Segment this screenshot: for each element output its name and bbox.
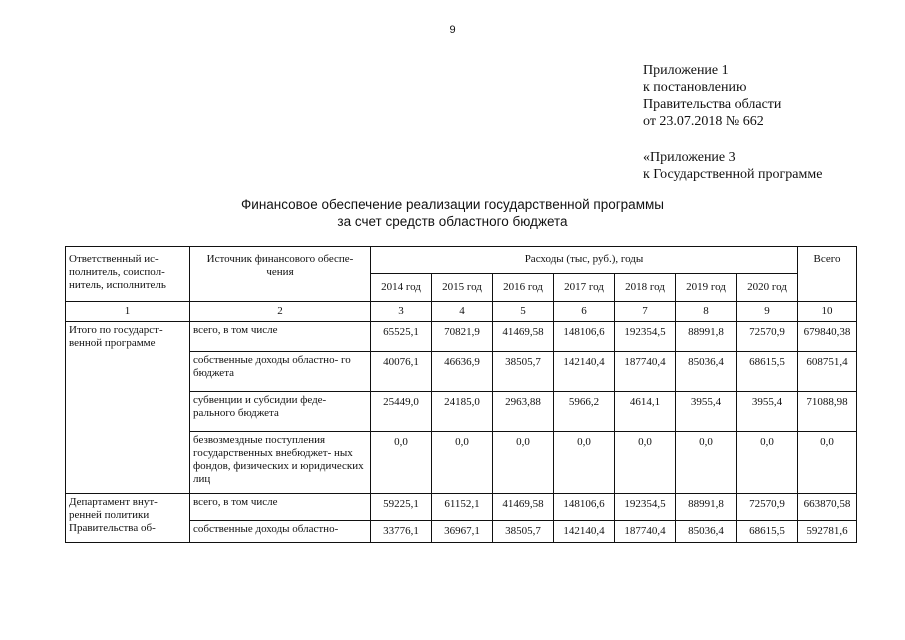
total-cell: 679840,38 xyxy=(798,322,857,352)
value-cell: 187740,4 xyxy=(615,352,676,392)
source-cell: субвенции и субсидии феде- рального бюджета xyxy=(190,392,371,432)
value-cell: 0,0 xyxy=(554,432,615,494)
header-row xyxy=(66,247,857,274)
appendix3-line: к Государственной программе xyxy=(643,167,823,182)
value-cell: 148106,6 xyxy=(554,322,615,352)
column-number: 4 xyxy=(432,302,493,322)
header-responsible: Ответственный ис- полнитель, соиспол- нитель, исполнитель xyxy=(66,247,190,302)
value-cell: 36967,1 xyxy=(432,521,493,543)
value-cell: 59225,1 xyxy=(371,494,432,521)
header-expenses: Расходы (тыс, руб.), годы xyxy=(371,247,798,274)
appendix-line: к постановлению xyxy=(643,80,747,95)
value-cell: 0,0 xyxy=(371,432,432,494)
value-cell: 70821,9 xyxy=(432,322,493,352)
value-cell: 38505,7 xyxy=(493,352,554,392)
table-row xyxy=(66,494,857,521)
source-cell: собственные доходы областно- го бюджета xyxy=(190,352,371,392)
value-cell: 148106,6 xyxy=(554,494,615,521)
table-row xyxy=(66,322,857,352)
year-header: 2017 год xyxy=(554,274,615,302)
total-cell: 0,0 xyxy=(798,432,857,494)
value-cell: 187740,4 xyxy=(615,521,676,543)
value-cell: 46636,9 xyxy=(432,352,493,392)
value-cell: 2963,88 xyxy=(493,392,554,432)
value-cell: 85036,4 xyxy=(676,521,737,543)
value-cell: 142140,4 xyxy=(554,521,615,543)
source-cell: безвозмездные поступления государственных внебюджет- ных фондов, физических и юридических лиц xyxy=(190,432,371,494)
total-cell: 592781,6 xyxy=(798,521,857,543)
value-cell: 65525,1 xyxy=(371,322,432,352)
value-cell: 3955,4 xyxy=(676,392,737,432)
table-body xyxy=(66,247,857,543)
source-cell: всего, в том числе xyxy=(190,322,371,352)
year-header: 2014 год xyxy=(371,274,432,302)
title-line: за счет средств областного бюджета xyxy=(337,214,568,229)
value-cell: 0,0 xyxy=(432,432,493,494)
value-cell: 0,0 xyxy=(615,432,676,494)
column-number: 9 xyxy=(737,302,798,322)
value-cell: 142140,4 xyxy=(554,352,615,392)
year-header: 2016 год xyxy=(493,274,554,302)
title-line: Финансовое обеспечение реализации государственной программы xyxy=(241,197,664,212)
value-cell: 5966,2 xyxy=(554,392,615,432)
value-cell: 41469,58 xyxy=(493,322,554,352)
value-cell: 0,0 xyxy=(493,432,554,494)
value-cell: 4614,1 xyxy=(615,392,676,432)
column-number: 2 xyxy=(190,302,371,322)
appendix-block xyxy=(643,62,781,130)
value-cell: 40076,1 xyxy=(371,352,432,392)
value-cell: 192354,5 xyxy=(615,494,676,521)
column-number: 8 xyxy=(676,302,737,322)
appendix-line: Правительства области xyxy=(643,97,782,112)
responsible-cell: Итого по государст- венной программе xyxy=(66,322,190,494)
column-number: 1 xyxy=(66,302,190,322)
header-total: Всего xyxy=(798,247,857,302)
year-header: 2015 год xyxy=(432,274,493,302)
page-number: 9 xyxy=(449,24,456,36)
source-cell: собственные доходы областно- xyxy=(190,521,371,543)
value-cell: 68615,5 xyxy=(737,521,798,543)
value-cell: 41469,58 xyxy=(493,494,554,521)
value-cell: 88991,8 xyxy=(676,494,737,521)
value-cell: 33776,1 xyxy=(371,521,432,543)
appendix-line: Приложение 1 xyxy=(643,63,729,78)
value-cell: 3955,4 xyxy=(737,392,798,432)
year-header: 2019 год xyxy=(676,274,737,302)
document-title xyxy=(0,196,905,230)
appendix-line: от 23.07.2018 № 662 xyxy=(643,114,764,129)
total-cell: 608751,4 xyxy=(798,352,857,392)
value-cell: 38505,7 xyxy=(493,521,554,543)
total-cell: 71088,98 xyxy=(798,392,857,432)
total-cell: 663870,58 xyxy=(798,494,857,521)
financing-table xyxy=(65,246,857,543)
year-header: 2018 год xyxy=(615,274,676,302)
value-cell: 72570,9 xyxy=(737,494,798,521)
value-cell: 88991,8 xyxy=(676,322,737,352)
column-number: 5 xyxy=(493,302,554,322)
value-cell: 24185,0 xyxy=(432,392,493,432)
column-number: 6 xyxy=(554,302,615,322)
value-cell: 0,0 xyxy=(737,432,798,494)
responsible-cell: Департамент внут- ренней политики Правительства об- xyxy=(66,494,190,543)
value-cell: 0,0 xyxy=(676,432,737,494)
value-cell: 68615,5 xyxy=(737,352,798,392)
value-cell: 192354,5 xyxy=(615,322,676,352)
column-number: 10 xyxy=(798,302,857,322)
column-numbers-row xyxy=(66,302,857,322)
year-header: 2020 год xyxy=(737,274,798,302)
column-number: 3 xyxy=(371,302,432,322)
value-cell: 85036,4 xyxy=(676,352,737,392)
column-number: 7 xyxy=(615,302,676,322)
header-source: Источник финансового обеспе- чения xyxy=(190,247,371,302)
value-cell: 25449,0 xyxy=(371,392,432,432)
source-cell: всего, в том числе xyxy=(190,494,371,521)
value-cell: 72570,9 xyxy=(737,322,798,352)
value-cell: 61152,1 xyxy=(432,494,493,521)
appendix3-block xyxy=(643,149,822,183)
appendix3-line: «Приложение 3 xyxy=(643,150,736,165)
